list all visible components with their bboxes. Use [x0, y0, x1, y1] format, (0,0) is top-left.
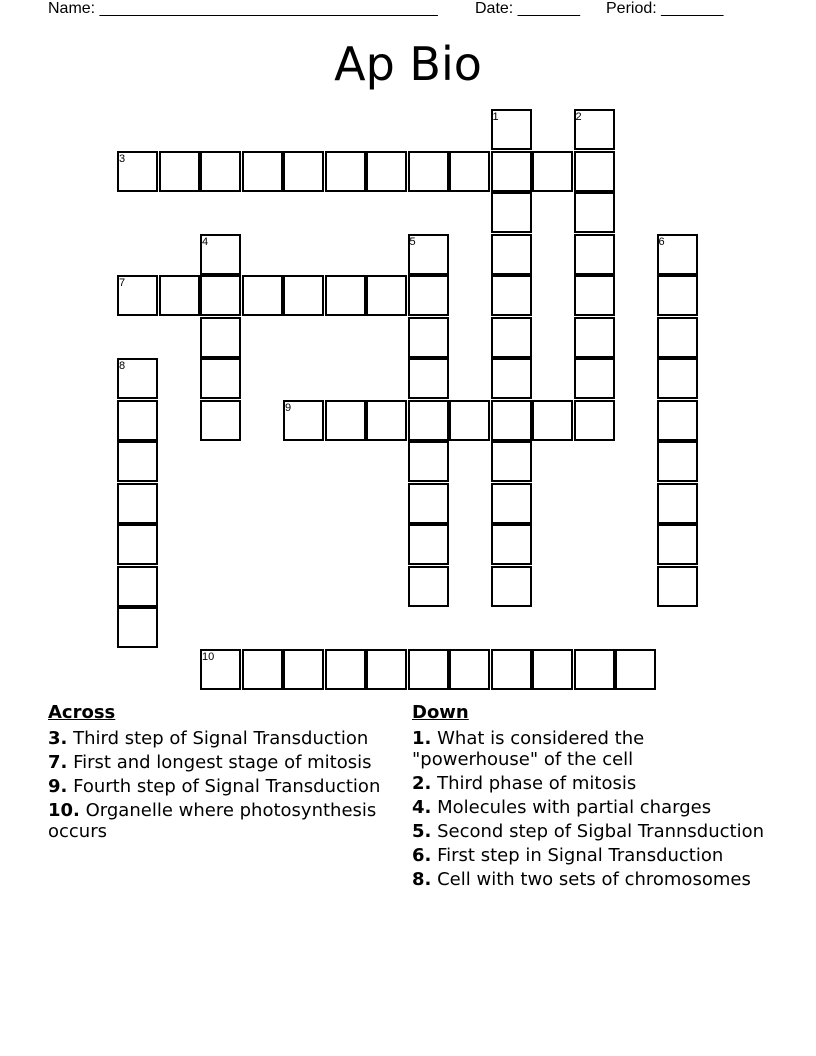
- cell-number: 9: [285, 401, 292, 414]
- crossword-cell[interactable]: [532, 400, 573, 441]
- crossword-cell[interactable]: [200, 317, 241, 358]
- crossword-cell[interactable]: [366, 400, 407, 441]
- cell-number: 8: [119, 360, 126, 372]
- down-clue: [412, 773, 772, 794]
- crossword-cell[interactable]: [200, 358, 241, 399]
- crossword-cell[interactable]: [408, 317, 449, 358]
- clue-number: 3.: [48, 728, 68, 749]
- crossword-cell[interactable]: [408, 649, 449, 690]
- crossword-cell[interactable]: [574, 400, 615, 441]
- crossword-cell[interactable]: [574, 151, 615, 192]
- crossword-cell[interactable]: [574, 358, 615, 399]
- crossword-cell[interactable]: [491, 441, 532, 482]
- crossword-cell[interactable]: [491, 566, 532, 607]
- crossword-cell[interactable]: [117, 400, 158, 441]
- cell-number: 5: [409, 235, 416, 248]
- across-clue-list: [48, 728, 408, 842]
- clue-text: What is considered the "powerhouse" of the cell: [412, 728, 645, 770]
- crossword-cell[interactable]: [325, 275, 366, 316]
- crossword-cell[interactable]: [283, 151, 324, 192]
- crossword-cell[interactable]: [574, 234, 615, 275]
- clue-text: Organelle where photosynthesis occurs: [48, 800, 377, 842]
- date-field[interactable]: Date: _______: [475, 0, 580, 17]
- crossword-cell[interactable]: [242, 649, 283, 690]
- clue-number: 8.: [412, 869, 432, 890]
- crossword-cell[interactable]: [491, 524, 532, 565]
- down-clue: [412, 797, 772, 818]
- cell-number: 2: [575, 111, 582, 123]
- crossword-cell[interactable]: [491, 192, 532, 233]
- crossword-cell[interactable]: [491, 317, 532, 358]
- crossword-cell[interactable]: [491, 400, 532, 441]
- crossword-cell[interactable]: [366, 649, 407, 690]
- crossword-cell[interactable]: [408, 151, 449, 192]
- down-clue: [412, 845, 772, 866]
- clue-text: Third phase of mitosis: [437, 773, 637, 794]
- crossword-cell[interactable]: [200, 400, 241, 441]
- crossword-cell[interactable]: [657, 317, 698, 358]
- clue-text: Cell with two sets of chromosomes: [437, 869, 751, 890]
- cell-number: 4: [202, 235, 209, 248]
- crossword-cell[interactable]: [491, 358, 532, 399]
- clue-number: 2.: [412, 773, 432, 794]
- clue-text: First and longest stage of mitosis: [73, 752, 372, 773]
- crossword-cell[interactable]: [532, 649, 573, 690]
- down-heading: Down: [412, 702, 469, 723]
- crossword-cell[interactable]: [366, 151, 407, 192]
- crossword-cell[interactable]: [283, 275, 324, 316]
- across-clues: [48, 702, 408, 845]
- clue-text: Molecules with partial charges: [437, 797, 712, 818]
- crossword-cell[interactable]: [532, 151, 573, 192]
- crossword-cell[interactable]: [408, 400, 449, 441]
- crossword-cell[interactable]: [657, 483, 698, 524]
- crossword-cell[interactable]: [159, 151, 200, 192]
- crossword-cell[interactable]: [449, 400, 490, 441]
- across-clue: [48, 800, 408, 842]
- clue-number: 10.: [48, 800, 80, 821]
- crossword-cell[interactable]: [159, 275, 200, 316]
- crossword-cell[interactable]: [200, 275, 241, 316]
- clue-number: 4.: [412, 797, 432, 818]
- crossword-cell[interactable]: [117, 566, 158, 607]
- crossword-cell[interactable]: [574, 275, 615, 316]
- crossword-cell[interactable]: [657, 441, 698, 482]
- crossword-cell[interactable]: [117, 524, 158, 565]
- clue-number: 9.: [48, 776, 68, 797]
- crossword-cell[interactable]: [657, 524, 698, 565]
- crossword-cell[interactable]: [657, 358, 698, 399]
- crossword-cell[interactable]: [366, 275, 407, 316]
- crossword-cell[interactable]: [242, 275, 283, 316]
- down-clue: [412, 869, 772, 890]
- crossword-cell[interactable]: [449, 151, 490, 192]
- cell-number: 1: [492, 111, 499, 123]
- crossword-cell[interactable]: [283, 649, 324, 690]
- clue-text: Fourth step of Signal Transduction: [73, 776, 381, 797]
- down-clues: [412, 702, 772, 893]
- crossword-cell[interactable]: [242, 151, 283, 192]
- crossword-cell[interactable]: [200, 151, 241, 192]
- clue-number: 1.: [412, 728, 432, 749]
- crossword-cell[interactable]: [408, 275, 449, 316]
- crossword-cell[interactable]: [325, 649, 366, 690]
- period-field[interactable]: Period: _______: [606, 0, 724, 17]
- crossword-cell[interactable]: [491, 649, 532, 690]
- crossword-cell[interactable]: [325, 151, 366, 192]
- across-clue: [48, 728, 408, 749]
- crossword-cell[interactable]: [449, 649, 490, 690]
- clue-text: Second step of Sigbal Trannsduction: [437, 821, 765, 842]
- across-clue: [48, 776, 408, 797]
- crossword-cell[interactable]: [491, 151, 532, 192]
- crossword-cell[interactable]: [657, 400, 698, 441]
- clue-text: First step in Signal Transduction: [437, 845, 724, 866]
- crossword-cell[interactable]: [657, 566, 698, 607]
- crossword-cell[interactable]: [325, 400, 366, 441]
- clue-text: Third step of Signal Transduction: [73, 728, 369, 749]
- crossword-cell[interactable]: [408, 358, 449, 399]
- cell-number: 7: [119, 277, 126, 289]
- clue-number: 5.: [412, 821, 432, 842]
- clue-number: 7.: [48, 752, 68, 773]
- crossword-cell[interactable]: [408, 524, 449, 565]
- crossword-cell[interactable]: [574, 317, 615, 358]
- cell-number: 10: [202, 650, 215, 663]
- crossword-cell[interactable]: [117, 483, 158, 524]
- down-clue: [412, 728, 772, 770]
- cell-number: 3: [119, 152, 126, 165]
- crossword-cell[interactable]: [117, 607, 158, 648]
- across-heading: Across: [48, 702, 116, 723]
- down-clue: [412, 821, 772, 842]
- crossword-cell[interactable]: [657, 275, 698, 316]
- clue-number: 6.: [412, 845, 432, 866]
- crossword-cell[interactable]: [117, 441, 158, 482]
- crossword-cell[interactable]: [408, 441, 449, 482]
- name-field[interactable]: Name: ______________________________________: [48, 0, 438, 17]
- crossword-cell[interactable]: [491, 483, 532, 524]
- cell-number: 6: [658, 235, 665, 248]
- crossword-cell[interactable]: [491, 234, 532, 275]
- page-title: Ap Bio: [334, 37, 482, 91]
- down-clue-list: [412, 728, 772, 890]
- crossword-cell[interactable]: [408, 566, 449, 607]
- crossword-cell[interactable]: [491, 275, 532, 316]
- crossword-cell[interactable]: [574, 192, 615, 233]
- crossword-cell[interactable]: [615, 649, 656, 690]
- crossword-cell[interactable]: [574, 649, 615, 690]
- across-clue: [48, 752, 408, 773]
- crossword-cell[interactable]: [408, 483, 449, 524]
